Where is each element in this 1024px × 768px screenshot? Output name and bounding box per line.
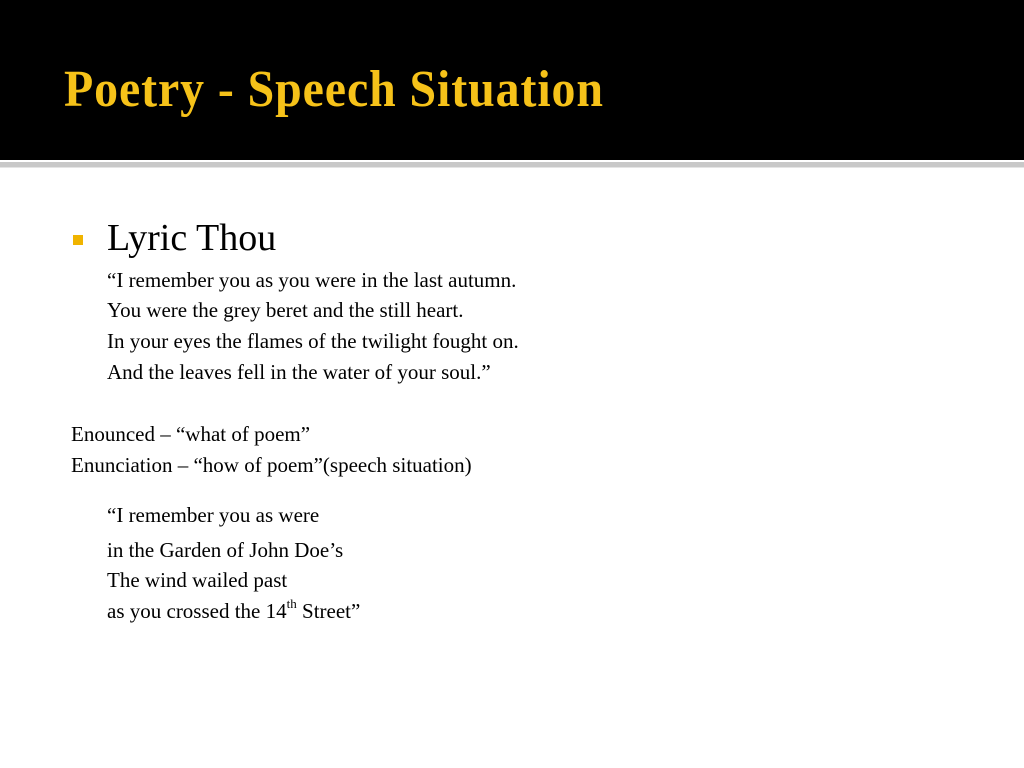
definition-enounced: Enounced – “what of poem”	[71, 422, 311, 446]
slide-title: Poetry - Speech Situation	[64, 61, 604, 118]
ordinal-suffix: th	[286, 596, 297, 611]
poem-2-line-4-end: Street”	[296, 599, 361, 623]
definition-enunciation: Enunciation – “how of poem”(speech situation)	[71, 453, 472, 477]
poem-2-line-4-text: as you crossed the 14	[107, 599, 287, 623]
title-divider	[0, 162, 1024, 168]
poem-2-line-1: “I remember you as were	[107, 503, 320, 527]
poem-1-line-1: “I remember you as you were in the last autumn.	[107, 268, 517, 292]
poem-1-line-4: And the leaves fell in the water of your soul.”	[107, 360, 491, 384]
poem-2-line-3: The wind wailed past	[107, 568, 288, 592]
poem-2-line-2: in the Garden of John Doe’s	[107, 538, 344, 562]
poem-1-line-2: You were the grey beret and the still heart.	[107, 298, 464, 322]
poem-2-line-4	[107, 598, 360, 624]
poem-1-line-3: In your eyes the flames of the twilight fought on.	[107, 329, 519, 353]
bullet-heading: Lyric Thou	[107, 217, 277, 259]
title-band	[0, 0, 1024, 160]
square-bullet-icon	[73, 235, 83, 245]
